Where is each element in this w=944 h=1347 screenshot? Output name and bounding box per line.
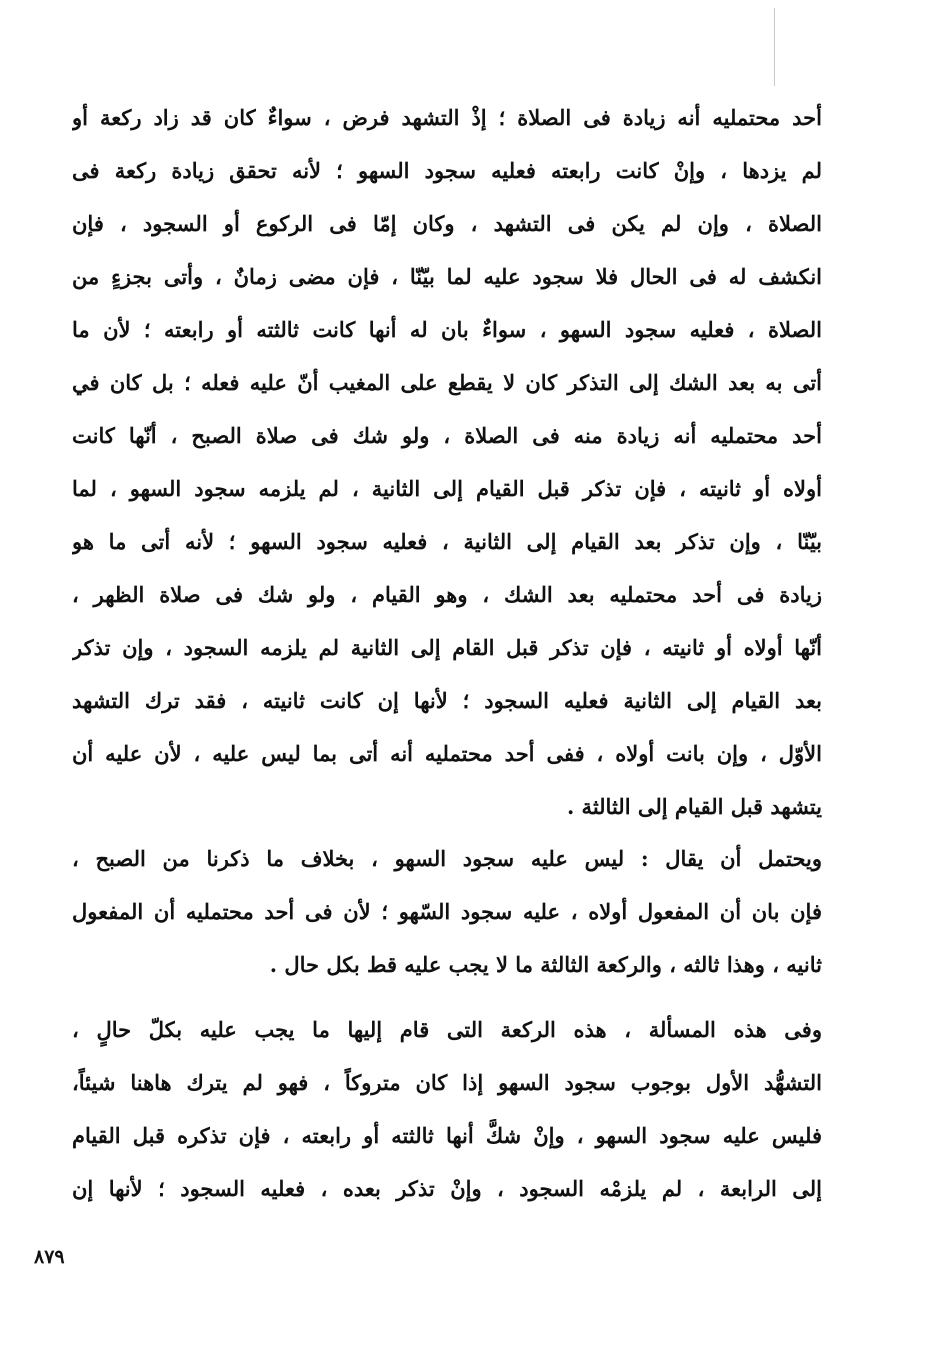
text-line: أحد محتمليه أنه زيادة منه فى الصلاة ، ولو شك فى صلاة الصبح ، أنّها كانت — [72, 423, 822, 448]
text-line: أنّها أولاه أو ثانيته ، فإن تذكر قبل القام إلى الثانية لم يلزمه السجود ، وإن تذكر — [72, 635, 822, 660]
text-line: يتشهد قبل القيام إلى الثالثة . — [566, 794, 822, 819]
scan-margin-line — [774, 8, 775, 86]
text-line: انكشف له فى الحال فلا سجود عليه لما بيّنّا ، فإن مضى زمانٌ ، وأتى بجزءٍ من — [72, 264, 822, 289]
text-line: فإن بان أن المفعول أولاه ، عليه سجود السّهو ؛ لأن فى أحد محتمليه أن المفعول — [72, 899, 822, 924]
text-line: ويحتمل أن يقال : ليس عليه سجود السهو ، بخلاف ما ذكرنا من الصبح ، — [72, 846, 822, 871]
text-line: وفى هذه المسألة ، هذه الركعة التى قام إليها ما يجب عليه بكلّ حالٍ ، — [72, 1017, 822, 1042]
text-line: فليس عليه سجود السهو ، وإنْ شكَّ أنها ثالثته أو رابعته ، فإن تذكره قبل القيام — [72, 1123, 822, 1148]
text-line: التشهُّد الأول بوجوب سجود السهو إذا كان متروكاً ، فهو لم يترك هاهنا شيئاً، — [72, 1070, 822, 1095]
text-line: بعد القيام إلى الثانية فعليه السجود ؛ لأنها إن كانت ثانيته ، فقد ترك التشهد — [72, 688, 822, 713]
text-line: أولاه أو ثانيته ، فإن تذكر قبل القيام إلى الثانية ، لم يلزمه سجود السهو ، لما — [72, 476, 822, 501]
text-line: أحد محتمليه أنه زيادة فى الصلاة ؛ إذْ التشهد فرض ، سواءٌ كان قد زاد ركعة أو — [72, 105, 822, 130]
text-line: إلى الرابعة ، لم يلزمْه السجود ، وإنْ تذكر بعده ، فعليه السجود ؛ لأنها إن — [72, 1176, 822, 1201]
text-line: الأوّل ، وإن بانت أولاه ، ففى أحد محتمليه أنه أتى بما ليس عليه ، لأن عليه أن — [72, 741, 822, 766]
text-line: الصلاة ، وإن لم يكن فى التشهد ، وكان إمّا فى الركوع أو السجود ، فإن — [72, 211, 822, 236]
text-line: أتى به بعد الشك إلى التذكر كان لا يقطع على المغيب أنّ عليه فعله ؛ بل كان في — [72, 370, 822, 395]
text-line: ثانيه ، وهذا ثالثه ، والركعة الثالثة ما لا يجب عليه قط بكل حال . — [269, 952, 822, 977]
text-line: الصلاة ، فعليه سجود السهو ، سواءٌ بان له أنها كانت ثالثته أو رابعته ؛ لأن ما — [72, 317, 822, 342]
text-line: لم يزدها ، وإنْ كانت رابعته فعليه سجود السهو ؛ لأنه تحقق زيادة ركعة فى — [72, 158, 822, 183]
page-number: ٨٧٩ — [34, 1246, 65, 1268]
text-line: زيادة فى أحد محتمليه بعد الشك ، وهو القيام ، ولو شك فى صلاة الظهر ، — [72, 582, 822, 607]
text-line: بيّنّا ، وإن تذكر بعد القيام إلى الثانية ، فعليه سجود السهو ؛ لأنه أتى ما هو — [72, 529, 822, 554]
